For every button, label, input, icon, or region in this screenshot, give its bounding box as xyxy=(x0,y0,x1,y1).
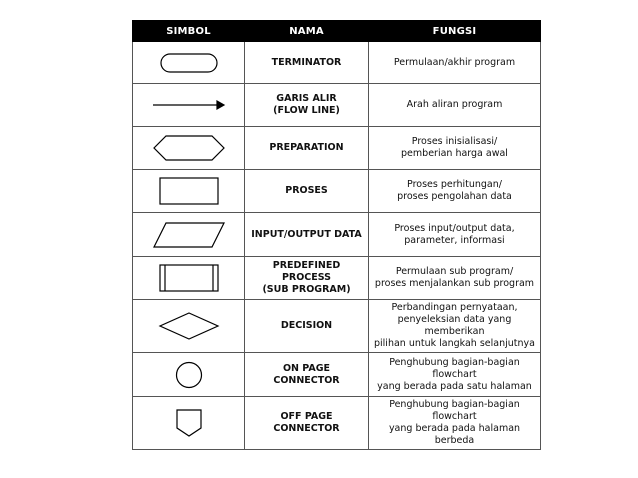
table-row xyxy=(133,397,541,450)
table-row xyxy=(133,84,541,127)
function-cell xyxy=(369,397,541,450)
header-function: FUNGSI xyxy=(369,21,541,42)
function-line: pilihan untuk langkah selanjutnya xyxy=(374,338,535,349)
preparation-hexagon-icon xyxy=(152,134,226,162)
name-line: CONNECTOR xyxy=(273,423,340,434)
function-line: berbeda xyxy=(434,435,475,446)
flowchart-symbol-table xyxy=(132,20,541,450)
function-line: Perbandingan pernyataan, xyxy=(391,302,518,313)
function-cell xyxy=(369,127,541,170)
input-output-parallelogram-icon xyxy=(152,221,226,249)
header-name: NAMA xyxy=(245,21,369,42)
symbol-cell xyxy=(133,300,245,353)
function-line: flowchart xyxy=(432,368,477,380)
predefined-process-icon xyxy=(158,263,220,293)
function-line: Permulaan sub program/ xyxy=(395,266,514,277)
header-row xyxy=(133,21,541,42)
name-line: GARIS ALIR xyxy=(276,93,337,104)
table-row xyxy=(133,353,541,397)
name-cell xyxy=(245,84,369,127)
function-cell xyxy=(369,170,541,213)
name-line: OFF PAGE xyxy=(280,411,333,422)
function-line: Penghubung bagian-bagian xyxy=(389,356,520,368)
function-line: proses pengolahan data xyxy=(397,191,512,202)
name-line: (SUB PROGRAM) xyxy=(262,284,351,295)
symbol-cell xyxy=(133,397,245,450)
function-cell xyxy=(369,300,541,353)
function-line: Proses inisialisasi/ xyxy=(411,136,498,147)
table-row xyxy=(133,213,541,257)
symbol-cell xyxy=(133,84,245,127)
name-line: TERMINATOR xyxy=(271,56,342,68)
symbol-cell xyxy=(133,257,245,300)
function-line: yang berada pada halaman xyxy=(388,423,521,434)
function-cell xyxy=(369,42,541,84)
function-line: flowchart xyxy=(432,411,477,422)
function-cell xyxy=(369,353,541,397)
terminator-icon xyxy=(159,51,219,75)
function-cell xyxy=(369,257,541,300)
name-cell xyxy=(245,353,369,397)
name-line: (FLOW LINE) xyxy=(273,105,340,116)
table-row xyxy=(133,170,541,213)
name-cell xyxy=(245,300,369,353)
symbol-cell xyxy=(133,42,245,84)
table-row xyxy=(133,300,541,353)
name-line: DECISION xyxy=(280,320,333,331)
function-line: parameter, informasi xyxy=(404,234,505,246)
function-line: Penghubung bagian-bagian xyxy=(389,399,520,410)
function-line: penyeleksian data yang xyxy=(397,314,512,325)
name-line: INPUT/OUTPUT DATA xyxy=(251,228,362,240)
name-cell xyxy=(245,127,369,170)
name-cell xyxy=(245,213,369,257)
symbol-cell xyxy=(133,353,245,397)
name-line: CONNECTOR xyxy=(273,374,340,386)
function-line: Proses input/output data, xyxy=(394,222,515,234)
table-body xyxy=(133,42,541,450)
function-line: Proses perhitungan/ xyxy=(407,179,502,190)
function-cell xyxy=(369,84,541,127)
name-cell xyxy=(245,397,369,450)
function-line: memberikan xyxy=(424,326,485,337)
name-cell xyxy=(245,257,369,300)
function-line: Permulaan/akhir program xyxy=(393,56,516,68)
name-line: PROSES xyxy=(285,185,328,196)
function-line: pemberian harga awal xyxy=(401,148,508,159)
decision-diamond-icon xyxy=(158,311,220,341)
name-line: PREPARATION xyxy=(269,142,344,153)
header-symbol: SIMBOL xyxy=(133,21,245,42)
table-row xyxy=(133,257,541,300)
name-line: ON PAGE xyxy=(282,362,331,374)
function-cell xyxy=(369,213,541,257)
symbol-cell xyxy=(133,127,245,170)
name-cell xyxy=(245,170,369,213)
table-row xyxy=(133,42,541,84)
table-row xyxy=(133,127,541,170)
name-line: PREDEFINED PROCESS xyxy=(272,260,341,283)
table-header xyxy=(133,21,541,42)
off-page-connector-pentagon-icon xyxy=(174,407,204,439)
function-line: Arah aliran program xyxy=(406,99,503,110)
function-line: proses menjalankan sub program xyxy=(374,278,535,289)
name-cell xyxy=(245,42,369,84)
symbol-cell xyxy=(133,213,245,257)
process-rectangle-icon xyxy=(158,176,220,206)
symbol-cell xyxy=(133,170,245,213)
flow-line-arrow-icon xyxy=(151,98,227,112)
function-line: yang berada pada satu halaman xyxy=(377,380,532,392)
on-page-connector-circle-icon xyxy=(174,360,204,390)
